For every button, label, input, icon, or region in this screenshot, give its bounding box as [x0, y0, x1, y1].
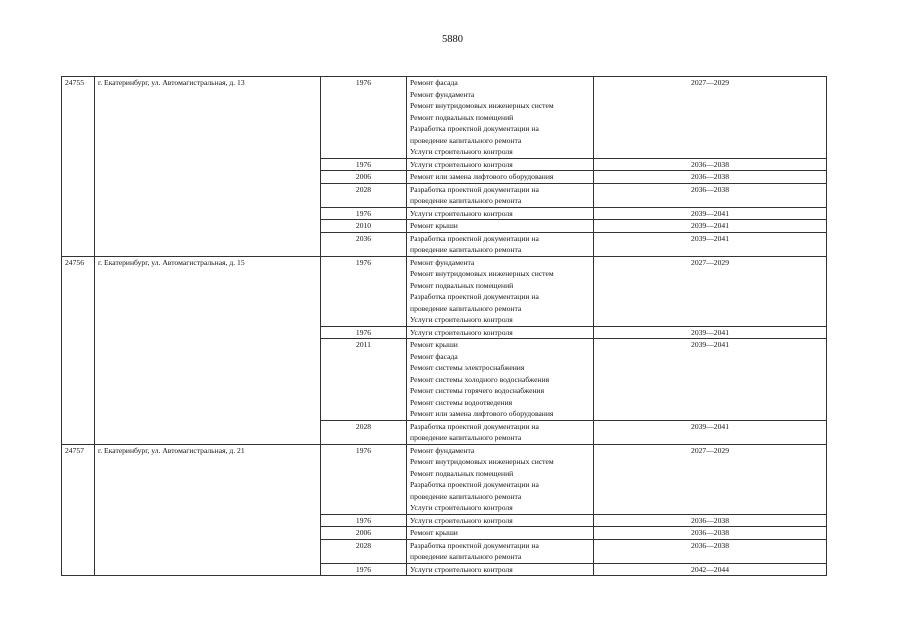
works-cell	[407, 77, 594, 159]
works-cell	[407, 158, 594, 171]
period-cell: 2036—2038	[594, 171, 827, 184]
works-cell	[407, 207, 594, 220]
period-cell: 2027—2029	[594, 77, 827, 159]
work-item: Ремонт фундамента	[410, 257, 475, 267]
work-item: Ремонт крыши	[410, 340, 458, 349]
work-item: Ремонт фундамента	[410, 89, 475, 99]
work-item: Ремонт подвальных помещений	[410, 112, 514, 122]
works-cell	[407, 444, 594, 514]
period-cell: 2042—2044	[594, 563, 827, 576]
house-address-cell: г. Екатеринбург, ул. Автомагистральная, д. 13	[95, 77, 321, 257]
year-cell: 1976	[321, 563, 407, 576]
work-item: Ремонт системы холодного водоснабжения	[410, 374, 550, 384]
house-id-cell: 24757	[62, 444, 95, 576]
year-cell: 1976	[321, 77, 407, 159]
work-item: проведение капитального ремонта	[410, 245, 522, 254]
work-item: Ремонт крыши	[410, 221, 458, 230]
works-cell	[407, 527, 594, 540]
works-cell	[407, 232, 594, 256]
year-cell: 2028	[321, 420, 407, 444]
year-cell: 1976	[321, 256, 407, 326]
work-item: Ремонт системы водоотведения	[410, 397, 513, 407]
work-item: Разработка проектной документации на	[410, 292, 539, 301]
year-cell: 2028	[321, 183, 407, 207]
works-cell	[407, 420, 594, 444]
year-cell: 1976	[321, 514, 407, 527]
work-item: Ремонт внутридомовых инженерных систем	[410, 269, 554, 278]
works-cell	[407, 339, 594, 421]
work-item: Ремонт фасада	[410, 351, 458, 361]
work-item: Услуги строительного контроля	[410, 147, 513, 156]
work-item: Ремонт фасада	[410, 78, 458, 87]
work-item: Услуги строительного контроля	[410, 503, 513, 512]
year-cell: 1976	[321, 158, 407, 171]
works-cell	[407, 514, 594, 527]
works-cell	[407, 183, 594, 207]
work-item: проведение капитального ремонта	[410, 303, 522, 313]
work-item: Услуги строительного контроля	[410, 564, 513, 574]
work-item: Услуги строительного контроля	[410, 159, 513, 169]
works-cell	[407, 171, 594, 184]
work-item: Разработка проектной документации на	[410, 184, 539, 194]
work-item: проведение капитального ремонта	[410, 433, 522, 442]
period-cell: 2039—2041	[594, 420, 827, 444]
work-item: проведение капитального ремонта	[410, 552, 522, 561]
repair-schedule-table	[61, 76, 827, 576]
year-cell: 2036	[321, 232, 407, 256]
period-cell: 2039—2041	[594, 339, 827, 421]
period-cell: 2027—2029	[594, 256, 827, 326]
period-cell: 2036—2038	[594, 158, 827, 171]
period-cell: 2039—2041	[594, 232, 827, 256]
work-item: Услуги строительного контроля	[410, 327, 513, 337]
period-cell: 2039—2041	[594, 207, 827, 220]
works-cell	[407, 539, 594, 563]
work-item: Ремонт или замена лифтового оборудования	[410, 409, 554, 418]
work-item: проведение капитального ремонта	[410, 135, 522, 145]
year-cell: 2006	[321, 171, 407, 184]
work-item: Разработка проектной документации на	[410, 124, 539, 133]
works-cell	[407, 326, 594, 339]
period-cell: 2036—2038	[594, 527, 827, 540]
page-number: 5880	[442, 34, 463, 45]
table-row	[62, 444, 827, 514]
year-cell: 1976	[321, 444, 407, 514]
works-cell	[407, 220, 594, 233]
work-item: Услуги строительного контроля	[410, 315, 513, 324]
work-item: проведение капитального ремонта	[410, 196, 522, 205]
work-item: Ремонт фундамента	[410, 445, 475, 455]
works-cell	[407, 256, 594, 326]
work-item: Ремонт внутридомовых инженерных систем	[410, 457, 554, 466]
period-cell: 2036—2038	[594, 539, 827, 563]
house-id-cell: 24756	[62, 256, 95, 444]
work-item: Разработка проектной документации на	[410, 421, 539, 431]
work-item: Ремонт системы электроснабжения	[410, 363, 525, 372]
work-item: Услуги строительного контроля	[410, 208, 513, 218]
year-cell: 2028	[321, 539, 407, 563]
year-cell: 1976	[321, 207, 407, 220]
house-address-cell: г. Екатеринбург, ул. Автомагистральная, д. 15	[95, 256, 321, 444]
period-cell: 2027—2029	[594, 444, 827, 514]
period-cell: 2036—2038	[594, 514, 827, 527]
work-item: проведение капитального ремонта	[410, 491, 522, 501]
period-cell: 2039—2041	[594, 326, 827, 339]
work-item: Услуги строительного контроля	[410, 515, 513, 525]
table-row	[62, 77, 827, 159]
work-item: Ремонт подвальных помещений	[410, 468, 514, 478]
work-item: Разработка проектной документации на	[410, 540, 539, 550]
work-item: Ремонт или замена лифтового оборудования	[410, 172, 554, 181]
year-cell: 2010	[321, 220, 407, 233]
house-id-cell: 24755	[62, 77, 95, 257]
work-item: Ремонт системы горячего водоснабжения	[410, 386, 545, 395]
work-item: Разработка проектной документации на	[410, 480, 539, 489]
year-cell: 1976	[321, 326, 407, 339]
period-cell: 2036—2038	[594, 183, 827, 207]
work-item: Ремонт подвальных помещений	[410, 280, 514, 290]
works-cell	[407, 563, 594, 576]
work-item: Ремонт крыши	[410, 528, 458, 537]
table-row	[62, 256, 827, 326]
period-cell: 2039—2041	[594, 220, 827, 233]
year-cell: 2011	[321, 339, 407, 421]
work-item: Разработка проектной документации на	[410, 233, 539, 243]
house-address-cell: г. Екатеринбург, ул. Автомагистральная, д. 21	[95, 444, 321, 576]
year-cell: 2006	[321, 527, 407, 540]
work-item: Ремонт внутридомовых инженерных систем	[410, 101, 554, 110]
